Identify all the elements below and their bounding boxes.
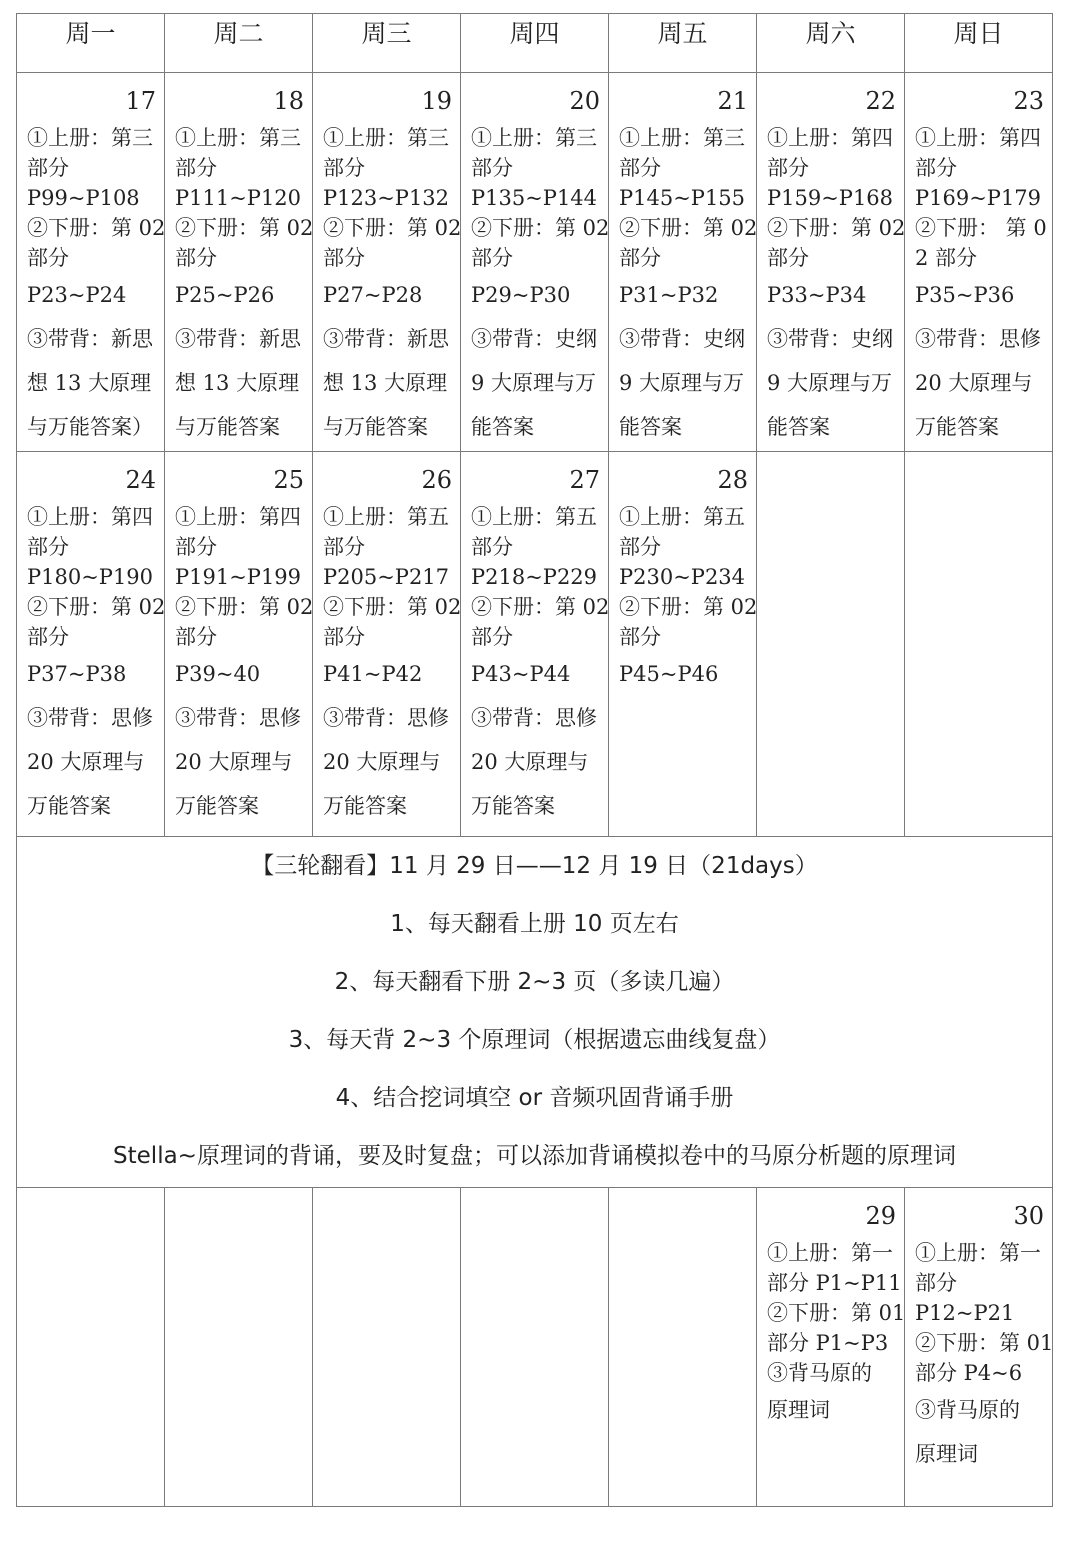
task-line: 想 13 大原理 <box>175 371 300 395</box>
task-line: 部分 P1~P11 <box>767 1271 902 1295</box>
day-number: 17 <box>125 87 156 115</box>
task-line: ②下册：第 02 <box>175 216 314 240</box>
task-line: ①上册：第三 <box>175 126 301 150</box>
task-line: ③带背：思修 <box>27 706 153 730</box>
day-cell <box>313 452 461 837</box>
task-line: 万能答案 <box>323 794 407 818</box>
task-line: P99~P108 <box>27 186 140 210</box>
day-cell <box>905 1188 1053 1507</box>
task-line: ①上册：第四 <box>27 505 153 529</box>
task-line: P23~P24 <box>27 283 127 307</box>
task-line: ②下册：第 01 <box>767 1301 906 1325</box>
task-line: 部分 <box>619 535 661 559</box>
task-line: ①上册：第四 <box>175 505 301 529</box>
task-line: 20 大原理与 <box>175 750 293 774</box>
task-line: 部分 <box>175 156 217 180</box>
week-row-3 <box>17 1188 1053 1507</box>
task-line: 部分 <box>323 535 365 559</box>
task-line: ③带背：史纲 <box>619 327 745 351</box>
day-cell <box>461 452 609 837</box>
task-line: P230~P234 <box>619 565 746 589</box>
weekday-sat: 周六 <box>757 14 905 73</box>
task-line: 部分 <box>619 625 661 649</box>
task-line: 万能答案 <box>175 794 259 818</box>
task-line: ②下册：第 02 <box>175 595 314 619</box>
task-line: P43~P44 <box>471 662 571 686</box>
note-item: 3、每天背 2~3 个原理词（根据遗忘曲线复盘） <box>288 1027 781 1053</box>
day-number: 21 <box>717 87 748 115</box>
task-line: 部分 <box>471 156 513 180</box>
day-number: 25 <box>273 466 304 494</box>
task-line: 部分 <box>27 625 69 649</box>
task-line: 原理词 <box>915 1442 978 1466</box>
task-line: 9 大原理与万 <box>619 371 745 395</box>
task-line: 20 大原理与 <box>27 750 145 774</box>
task-line: 20 大原理与 <box>915 371 1033 395</box>
task-line: P31~P32 <box>619 283 719 307</box>
task-line: 部分 <box>323 156 365 180</box>
task-line: ②下册：第 02 <box>323 595 462 619</box>
week-row-2 <box>17 452 1053 837</box>
day-number: 18 <box>273 87 304 115</box>
task-line: ②下册： 第 0 <box>915 216 1047 240</box>
task-line: ②下册：第 02 <box>27 216 166 240</box>
note-item: 2、每天翻看下册 2~3 页（多读几遍） <box>334 969 735 995</box>
task-line: ①上册：第五 <box>471 505 597 529</box>
task-line: 能答案 <box>767 415 830 439</box>
day-number: 27 <box>569 466 600 494</box>
task-line: 与万能答案 <box>323 415 428 439</box>
task-line: 部分 <box>471 535 513 559</box>
weekday-sun: 周日 <box>905 14 1053 73</box>
task-line: ②下册：第 02 <box>619 216 758 240</box>
task-line: ①上册：第三 <box>619 126 745 150</box>
task-line: P27~P28 <box>323 283 423 307</box>
task-line: P218~P229 <box>471 565 598 589</box>
task-line: 部分 <box>323 246 365 270</box>
task-line: P159~P168 <box>767 186 894 210</box>
task-line: ①上册：第一 <box>767 1241 893 1265</box>
task-line: P45~P46 <box>619 662 719 686</box>
task-line: P191~P199 <box>175 565 302 589</box>
task-line: 部分 <box>323 625 365 649</box>
task-line: 部分 <box>767 156 809 180</box>
task-line: ②下册：第 02 <box>471 595 610 619</box>
task-line: ①上册：第五 <box>323 505 449 529</box>
task-line: ③带背：思修 <box>175 706 301 730</box>
day-cell <box>17 73 165 452</box>
task-line: ③带背：思修 <box>323 706 449 730</box>
task-line: ③带背：思修 <box>915 327 1041 351</box>
task-line: 部分 <box>27 156 69 180</box>
task-line: ②下册：第 01 <box>915 1331 1054 1355</box>
day-cell <box>17 452 165 837</box>
day-cell <box>165 452 313 837</box>
day-cell <box>461 73 609 452</box>
task-line: 能答案 <box>471 415 534 439</box>
task-line: P169~P179 <box>915 186 1042 210</box>
task-line: 部分 <box>27 246 69 270</box>
task-line: 能答案 <box>619 415 682 439</box>
task-line: ②下册：第 02 <box>471 216 610 240</box>
task-line: ①上册：第三 <box>27 126 153 150</box>
empty-day-cell <box>313 1188 461 1507</box>
task-line: ①上册：第四 <box>767 126 893 150</box>
day-cell <box>757 1188 905 1507</box>
weekday-thu: 周四 <box>461 14 609 73</box>
task-line: 部分 <box>27 535 69 559</box>
task-line: P41~P42 <box>323 662 423 686</box>
empty-day-cell <box>609 1188 757 1507</box>
task-line: 部分 P4~6 <box>915 1361 1023 1385</box>
task-line: 万能答案 <box>471 794 555 818</box>
task-line: 9 大原理与万 <box>471 371 597 395</box>
task-line: 部分 P1~P3 <box>767 1331 889 1355</box>
task-line: ③带背：史纲 <box>471 327 597 351</box>
task-line: P37~P38 <box>27 662 127 686</box>
task-line: 部分 <box>471 246 513 270</box>
day-cell <box>905 73 1053 452</box>
task-line: 部分 <box>915 156 957 180</box>
task-line: P111~P120 <box>175 186 302 210</box>
task-line: P35~P36 <box>915 283 1015 307</box>
task-line: ③背马原的 <box>915 1398 1020 1422</box>
note-item: 4、结合挖词填空 or 音频巩固背诵手册 <box>335 1085 734 1111</box>
empty-day-cell <box>461 1188 609 1507</box>
task-line: P205~P217 <box>323 565 450 589</box>
day-number: 26 <box>421 466 452 494</box>
task-line: ②下册：第 02 <box>323 216 462 240</box>
task-line: 与万能答案） <box>27 415 153 439</box>
task-line: 部分 <box>619 246 661 270</box>
empty-day-cell <box>905 452 1053 837</box>
task-line: ①上册：第三 <box>323 126 449 150</box>
task-line: 万能答案 <box>27 794 111 818</box>
task-line: 想 13 大原理 <box>323 371 448 395</box>
day-cell <box>609 452 757 837</box>
task-line: 部分 <box>767 246 809 270</box>
task-line: P25~P26 <box>175 283 275 307</box>
task-line: 部分 <box>915 1271 957 1295</box>
task-line: ②下册：第 02 <box>27 595 166 619</box>
study-notes <box>17 837 1053 1188</box>
task-line: 9 大原理与万 <box>767 371 893 395</box>
task-line: ②下册：第 02 <box>767 216 906 240</box>
day-cell <box>165 73 313 452</box>
task-line: 部分 <box>619 156 661 180</box>
note-item: 1、每天翻看上册 10 页左右 <box>390 911 679 937</box>
day-cell <box>313 73 461 452</box>
task-line: P135~P144 <box>471 186 598 210</box>
task-line: P39~40 <box>175 662 261 686</box>
task-line: 20 大原理与 <box>323 750 441 774</box>
empty-day-cell <box>17 1188 165 1507</box>
task-line: 与万能答案 <box>175 415 280 439</box>
weekday-header-row <box>17 14 1053 73</box>
task-line: ③带背：思修 <box>471 706 597 730</box>
day-cell <box>609 73 757 452</box>
notes-tip: Stella~原理词的背诵，要及时复盘；可以添加背诵模拟卷中的马原分析题的原理词 <box>113 1143 956 1169</box>
notes-title: 【三轮翻看】11 月 29 日——12 月 19 日（21days） <box>251 853 818 879</box>
task-line: ①上册：第四 <box>915 126 1041 150</box>
weekday-tue: 周二 <box>165 14 313 73</box>
task-line: ③带背：新思 <box>175 327 301 351</box>
weekday-fri: 周五 <box>609 14 757 73</box>
task-line: P123~P132 <box>323 186 450 210</box>
task-line: P33~P34 <box>767 283 867 307</box>
task-line: 原理词 <box>767 1398 830 1422</box>
task-line: 部分 <box>175 246 217 270</box>
notes-row <box>17 837 1053 1188</box>
day-number: 22 <box>865 87 896 115</box>
task-line: ③背马原的 <box>767 1361 872 1385</box>
task-line: P29~P30 <box>471 283 571 307</box>
task-line: 万能答案 <box>915 415 999 439</box>
task-line: 部分 <box>175 535 217 559</box>
task-line: ②下册：第 02 <box>619 595 758 619</box>
task-line: P145~P155 <box>619 186 746 210</box>
task-line: P180~P190 <box>27 565 154 589</box>
weekday-mon: 周一 <box>17 14 165 73</box>
day-number: 28 <box>717 466 748 494</box>
task-line: ③带背：新思 <box>27 327 153 351</box>
day-number: 19 <box>421 87 452 115</box>
study-calendar <box>16 13 1053 1507</box>
day-number: 23 <box>1013 87 1044 115</box>
task-line: ①上册：第五 <box>619 505 745 529</box>
task-line: P12~P21 <box>915 1301 1015 1325</box>
day-number: 29 <box>865 1202 896 1230</box>
day-cell <box>757 73 905 452</box>
day-number: 20 <box>569 87 600 115</box>
task-line: ③带背：史纲 <box>767 327 893 351</box>
task-line: 2 部分 <box>915 246 978 270</box>
task-line: 部分 <box>471 625 513 649</box>
empty-day-cell <box>757 452 905 837</box>
empty-day-cell <box>165 1188 313 1507</box>
day-number: 24 <box>125 466 156 494</box>
task-line: ③带背：新思 <box>323 327 449 351</box>
task-line: ①上册：第三 <box>471 126 597 150</box>
weekday-wed: 周三 <box>313 14 461 73</box>
task-line: ①上册：第一 <box>915 1241 1041 1265</box>
task-line: 20 大原理与 <box>471 750 589 774</box>
day-number: 30 <box>1013 1202 1044 1230</box>
task-line: 想 13 大原理 <box>27 371 152 395</box>
week-row-1 <box>17 73 1053 452</box>
task-line: 部分 <box>175 625 217 649</box>
